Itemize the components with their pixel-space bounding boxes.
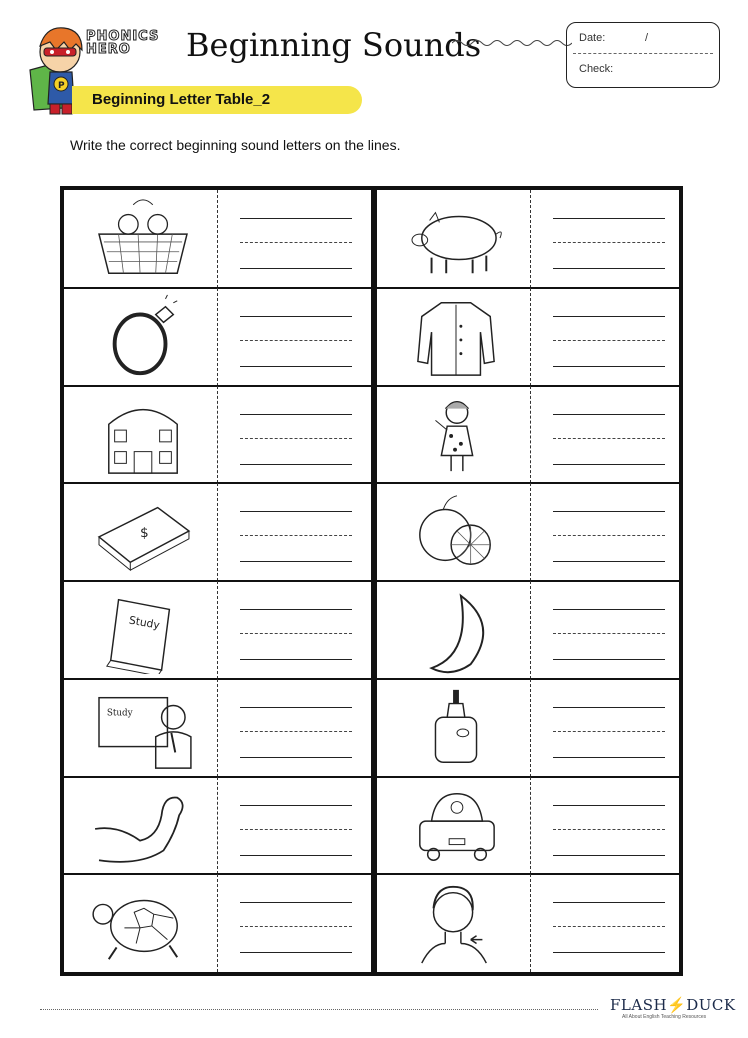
writing-line[interactable] [553,561,665,562]
writing-line[interactable] [240,707,352,708]
cell-divider [217,581,218,679]
house-icon [78,391,208,479]
writing-line[interactable] [553,609,665,610]
cell-divider [530,288,531,386]
cell-divider [530,483,531,581]
writing-line[interactable] [240,268,352,269]
writing-line[interactable] [553,414,665,415]
book-icon [78,586,208,674]
writing-line[interactable] [553,366,665,367]
writing-line[interactable] [240,511,352,512]
row-divider [64,678,679,680]
glue-icon [391,684,521,772]
row-divider [64,873,679,875]
writing-line[interactable] [553,757,665,758]
writing-line[interactable] [240,316,352,317]
writing-line[interactable] [240,902,352,903]
writing-line[interactable] [240,659,352,660]
brand-line2: HERO [86,42,131,57]
writing-midline[interactable] [553,829,665,830]
writing-midline[interactable] [240,829,352,830]
basket-icon [78,195,208,283]
writing-midline[interactable] [240,340,352,341]
footer-divider [40,1009,598,1010]
writing-midline[interactable] [553,438,665,439]
svg-text:$: $ [140,525,149,542]
writing-midline[interactable] [240,242,352,243]
writing-line[interactable] [240,366,352,367]
page-title: Beginning Sounds [186,26,482,64]
writing-line[interactable] [553,268,665,269]
coat-icon [391,293,521,381]
writing-midline[interactable] [553,633,665,634]
writing-line[interactable] [240,952,352,953]
writing-midline[interactable] [240,438,352,439]
arm-icon [78,782,208,870]
logo-tagline: All About English Teaching Resources [622,1014,707,1020]
writing-line[interactable] [553,805,665,806]
date-slash: / [645,32,649,44]
money-icon [78,488,208,576]
writing-midline[interactable] [240,731,352,732]
writing-midline[interactable] [240,926,352,927]
pig-icon [391,195,521,283]
cell-divider [530,581,531,679]
row-divider [64,287,679,289]
brand-line1: PHONICS [86,29,160,44]
writing-line[interactable] [240,218,352,219]
orange-icon [391,488,521,576]
moon-icon [391,586,521,674]
writing-midline[interactable] [553,731,665,732]
bolt-icon: ⚡ [667,996,687,1014]
ring-icon [78,293,208,381]
writing-line[interactable] [553,659,665,660]
writing-line[interactable] [553,464,665,465]
svg-text:P: P [58,81,65,91]
car-icon [391,782,521,870]
cell-divider [217,874,218,972]
date-check-box [566,22,720,88]
writing-line[interactable] [553,707,665,708]
logo-left: FLASH [610,996,668,1014]
logo-right: DUCK [686,996,736,1014]
date-divider [573,53,713,54]
neck-icon [391,879,521,967]
writing-line[interactable] [553,316,665,317]
svg-text:Study: Study [127,613,161,632]
cell-divider [530,386,531,484]
row-divider [64,482,679,484]
row-divider [64,776,679,778]
flashduck-logo [610,996,736,1014]
subtitle: Beginning Letter Table_2 [92,91,271,108]
writing-line[interactable] [553,511,665,512]
writing-line[interactable] [240,464,352,465]
worksheet-table [60,186,683,976]
svg-text:Study: Study [106,708,133,719]
writing-line[interactable] [240,805,352,806]
writing-midline[interactable] [240,535,352,536]
writing-line[interactable] [240,609,352,610]
row-divider [64,385,679,387]
writing-midline[interactable] [553,926,665,927]
writing-line[interactable] [240,757,352,758]
turtle-icon [78,879,208,967]
cell-divider [217,190,218,288]
writing-line[interactable] [240,561,352,562]
writing-line[interactable] [240,855,352,856]
student-icon [78,684,208,772]
cell-divider [530,679,531,777]
cell-divider [217,777,218,875]
writing-line[interactable] [553,952,665,953]
cell-divider [530,874,531,972]
writing-line[interactable] [240,414,352,415]
writing-line[interactable] [553,218,665,219]
instruction-text: Write the correct beginning sound letters on the lines. [70,137,401,153]
check-label: Check: [579,63,614,75]
writing-midline[interactable] [240,633,352,634]
writing-midline[interactable] [553,242,665,243]
cell-divider [530,777,531,875]
brand-logo [86,30,159,56]
cell-divider [217,679,218,777]
date-label: Date: [579,32,606,44]
row-divider [64,580,679,582]
cell-divider [217,288,218,386]
writing-line[interactable] [553,902,665,903]
writing-midline[interactable] [553,340,665,341]
girl-icon [391,391,521,479]
writing-line[interactable] [553,855,665,856]
squiggle-divider-icon [452,36,572,50]
writing-midline[interactable] [553,535,665,536]
cell-divider [217,483,218,581]
cell-divider [217,386,218,484]
cell-divider [530,190,531,288]
